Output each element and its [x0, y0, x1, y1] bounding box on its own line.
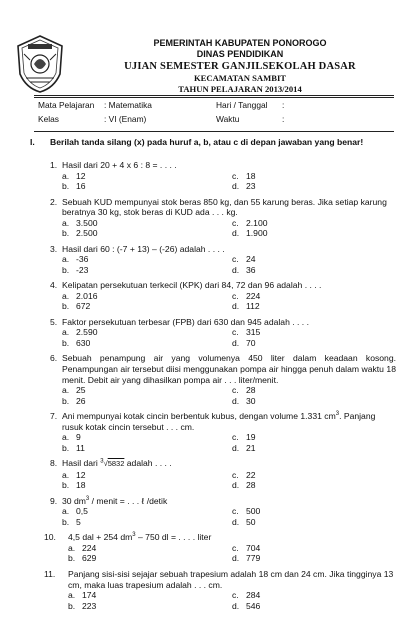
option-a[interactable]: a. 2.016 — [62, 290, 98, 301]
question-number: 1. — [50, 160, 58, 170]
option-b[interactable]: b. 11 — [62, 442, 85, 453]
subject-label: Mata Pelajaran — [38, 100, 95, 110]
answer-options — [62, 291, 396, 312]
option-d[interactable]: d. 30 — [232, 395, 256, 406]
cube-root-expression: $^3$√5832 — [100, 458, 125, 469]
question-item — [44, 532, 396, 564]
subject-value: : Matematika — [104, 100, 152, 110]
option-b[interactable]: b. 16 — [62, 180, 86, 191]
question-text: Faktor persekutuan terbesar (FPB) dari 630 dan 945 adalah . . . . — [62, 316, 309, 327]
question-item — [50, 458, 396, 490]
option-d[interactable]: d. 36 — [232, 264, 256, 275]
regency-emblem-icon — [14, 34, 66, 94]
question-number: 8. — [50, 458, 58, 469]
question-item — [50, 197, 396, 239]
question-text: Panjang sisi-sisi sejajar sebuah trapesium adalah 18 cm dan 24 cm. Jika tingginya 13 cm, maka luas trapesium adalah . . . cm. — [68, 569, 394, 590]
question-item — [50, 280, 396, 311]
option-c[interactable]: c. 2.100 — [232, 217, 268, 228]
option-b[interactable]: b. 5 — [62, 516, 81, 527]
answer-options — [62, 171, 396, 192]
office-title: DINAS PENDIDIKAN — [196, 49, 284, 59]
question-text: Hasil dari $^3$√5832 adalah . . . . — [62, 458, 172, 469]
class-label: Kelas — [38, 114, 59, 124]
question-text: Ani mempunyai kotak cincin berbentuk kubus, dengan volume 1.331 $cm^3$. Panjang rusuk kotak cincin tersebut . . . cm. — [62, 411, 376, 432]
option-d[interactable]: d. 546 — [232, 600, 261, 611]
answer-options — [62, 432, 396, 453]
section-instruction: Berilah tanda silang (x) pada huruf a, b, atau c di depan jawaban yang benar! — [50, 137, 364, 147]
class-value: : VI (Enam) — [104, 114, 147, 124]
option-c[interactable]: c. 18 — [232, 170, 256, 181]
district-title: KECAMATAN SAMBIT — [193, 73, 287, 83]
option-a[interactable]: a. 174 — [68, 590, 97, 601]
question-number: 9. — [50, 495, 58, 506]
option-b[interactable]: b. 629 — [68, 553, 97, 564]
answer-options — [68, 543, 396, 564]
option-b[interactable]: b. 223 — [68, 600, 97, 611]
answer-options — [62, 218, 396, 239]
option-a[interactable]: a. 224 — [68, 543, 97, 554]
question-item — [50, 317, 396, 348]
day-label: Hari / Tanggal — [216, 100, 268, 110]
option-b[interactable]: b. 2.500 — [62, 228, 98, 239]
option-c[interactable]: c. 315 — [232, 327, 261, 338]
time-value: : — [282, 114, 285, 124]
option-c[interactable]: c. 22 — [232, 469, 256, 480]
option-b[interactable]: b. 672 — [62, 301, 91, 312]
option-b[interactable]: b. 18 — [62, 480, 86, 491]
question-number: 3. — [50, 243, 58, 254]
answer-options — [62, 327, 396, 348]
question-item — [44, 569, 396, 611]
answer-options — [62, 506, 396, 527]
option-a[interactable]: a. 25 — [62, 385, 86, 396]
section-number: I. — [30, 137, 35, 147]
option-d[interactable]: d. 779 — [232, 553, 261, 564]
question-text: 30 $dm^3$ / menit = . . . ℓ /detik — [62, 495, 168, 506]
option-d[interactable]: d. 23 — [232, 180, 256, 191]
option-c[interactable]: c. 19 — [232, 432, 256, 443]
question-item — [50, 244, 396, 275]
exam-title: UJIAN SEMESTER GANJILSEKOLAH DASAR — [124, 61, 356, 72]
option-b[interactable]: b. 26 — [62, 395, 86, 406]
question-text: Hasil dari 60 : (-7 + 13) – (-26) adalah . . . . — [62, 243, 225, 254]
question-number: 10. — [44, 532, 56, 543]
option-d[interactable]: d. 1.900 — [232, 228, 268, 239]
option-d[interactable]: d. 50 — [232, 516, 256, 527]
option-c[interactable]: c. 284 — [232, 590, 261, 601]
option-a[interactable]: a. 12 — [62, 469, 86, 480]
option-a[interactable]: a. 0,5 — [62, 506, 88, 517]
option-c[interactable]: c. 704 — [232, 543, 261, 554]
info-row-subject — [38, 100, 398, 114]
option-c[interactable]: c. 28 — [232, 385, 256, 396]
question-text: Hasil dari 20 + 4 x 6 : 8 = . . . . — [62, 160, 177, 170]
question-number: 6. — [50, 353, 58, 364]
day-value: : — [282, 100, 285, 110]
question-text: Sebuah penampung air yang volumenya 450 liter dalam keadaan kosong. Penampungan air tersebut diisi menggunakan pompa air hingga penuh dalam waktu 18 menit. Debit air yang dihasilkan pompa air . . . liter/menit. — [62, 353, 396, 385]
header-divider-thin — [34, 97, 394, 98]
option-d[interactable]: d. 70 — [232, 337, 256, 348]
option-d[interactable]: d. 28 — [232, 480, 256, 491]
header-divider — [34, 95, 394, 96]
question-text: Kelipatan persekutuan terkecil (KPK) dari 84, 72 dan 96 adalah . . . . — [62, 280, 322, 291]
school-year: TAHUN PELAJARAN 2013/2014 — [178, 83, 302, 94]
option-a[interactable]: a. 9 — [62, 432, 81, 443]
answer-options — [62, 470, 396, 491]
info-row-class — [38, 114, 398, 128]
option-d[interactable]: d. 21 — [232, 442, 256, 453]
question-item — [50, 160, 396, 191]
answer-options — [68, 590, 396, 611]
answer-options — [62, 254, 396, 275]
option-c[interactable]: c. 500 — [232, 506, 261, 517]
question-number: 4. — [50, 280, 58, 291]
question-number: 7. — [50, 411, 58, 422]
option-b[interactable]: b. 630 — [62, 337, 91, 348]
question-list — [44, 160, 396, 616]
question-number: 11. — [44, 569, 56, 579]
exam-header — [0, 0, 416, 92]
option-d[interactable]: d. 112 — [232, 301, 260, 312]
option-c[interactable]: c. 24 — [232, 254, 256, 265]
option-c[interactable]: c. 224 — [232, 290, 261, 301]
exam-info — [38, 100, 398, 128]
option-a[interactable]: a. 12 — [62, 170, 86, 181]
question-text: Sebuah KUD mempunyai stok beras 850 kg, dan 55 karung beras. Jika setiap karung beratnya 30 kg, stok beras di KUD ada . . . kg. — [62, 196, 387, 218]
time-label: Waktu — [216, 114, 240, 124]
government-title: PEMERINTAH KABUPATEN PONOROGO — [153, 38, 327, 48]
question-number: 2. — [50, 196, 58, 207]
info-divider — [34, 131, 394, 132]
option-b[interactable]: b. -23 — [62, 264, 89, 275]
answer-options — [62, 385, 396, 406]
option-a[interactable]: a. 3.500 — [62, 217, 98, 228]
question-text: 4,5 dal + 254 $dm^3 - 750$ dl = . . . . liter — [68, 532, 212, 543]
question-item — [50, 353, 396, 406]
question-item — [50, 411, 396, 453]
option-a[interactable]: a. 2.590 — [62, 327, 98, 338]
question-number: 5. — [50, 316, 58, 327]
option-a[interactable]: a. -36 — [62, 254, 89, 265]
question-item — [50, 496, 396, 527]
